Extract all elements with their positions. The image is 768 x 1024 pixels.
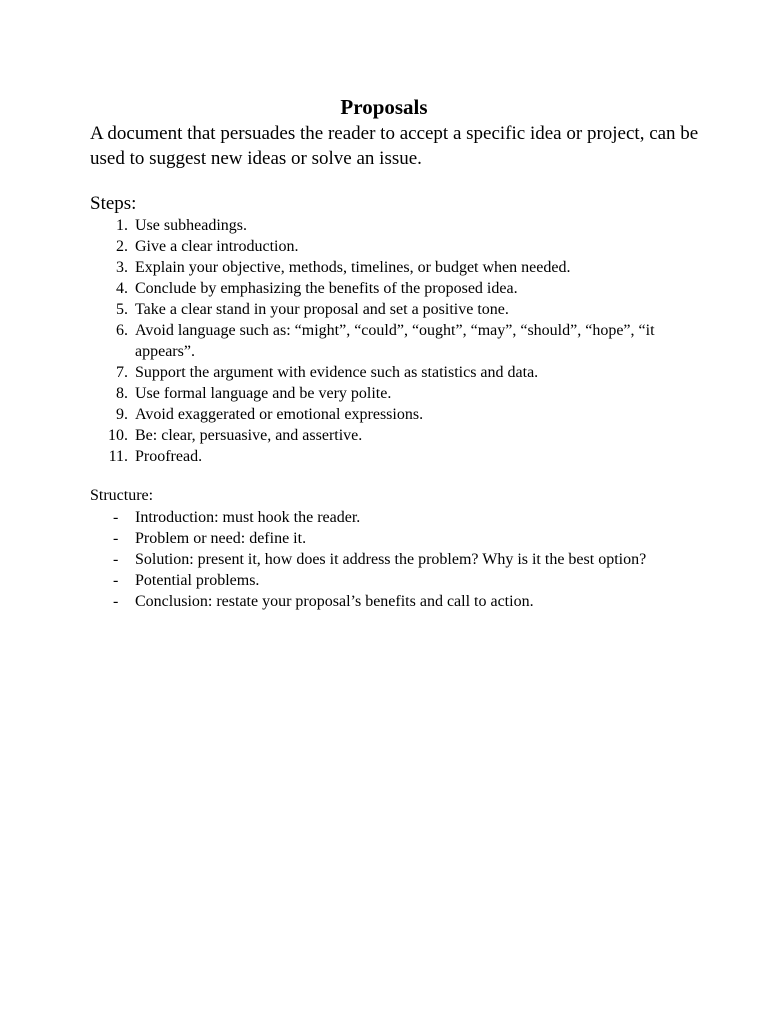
list-item [0,383,655,404]
list-item-number: 10. [108,427,128,444]
list-item-text: Support the argument with evidence such as statistics and data. [135,364,539,381]
list-item-text: Give a clear introduction. [135,238,299,255]
page-title: Proposals [340,95,428,119]
list-item-text: Conclude by emphasizing the benefits of the proposed idea. [135,280,518,297]
list-item [0,362,655,383]
list-item-text: Potential problems. [135,572,260,589]
list-item [0,278,655,299]
list-item [0,507,655,528]
list-item-number: 4. [116,280,128,297]
list-item-text: Problem or need: define it. [135,530,307,547]
list-item-text: Avoid language such as: “might”, “could”, “ought”, “may”, “should”, “hope”, “it appears”. [135,322,655,360]
list-item [0,236,655,257]
bullet-dash: - [113,593,119,610]
list-item [0,570,655,591]
list-item-number: 11. [108,448,128,465]
list-item [0,528,655,549]
list-item [0,591,655,612]
list-item-text: Avoid exaggerated or emotional expressions. [135,406,424,423]
bullet-dash: - [113,509,119,526]
list-item-number: 9. [116,406,128,423]
list-item [0,446,655,467]
list-item [0,404,655,425]
list-item-text: Use subheadings. [135,217,247,234]
list-item [0,299,655,320]
list-item-text: Proofread. [135,448,203,465]
steps-list [0,215,768,467]
list-item [0,257,655,278]
intro-paragraph: A document that persuades the reader to accept a specific idea or project, can be used to suggest new ideas or solve an issue. [90,123,699,169]
list-item-text: Be: clear, persuasive, and assertive. [135,427,363,444]
list-item-text: Solution: present it, how does it address the problem? Why is it the best option? [135,551,647,568]
list-item-number: 1. [116,217,128,234]
structure-list [0,507,768,612]
list-item-number: 7. [116,364,128,381]
list-item-text: Introduction: must hook the reader. [135,509,361,526]
list-item [0,549,655,570]
structure-heading: Structure: [90,487,154,504]
list-item-number: 5. [116,301,128,318]
list-item-number: 6. [116,322,128,339]
bullet-dash: - [113,551,119,568]
bullet-dash: - [113,572,119,589]
list-item-number: 3. [116,259,128,276]
list-item [0,320,655,362]
list-item [0,215,655,236]
list-item-text: Conclusion: restate your proposal’s benefits and call to action. [135,593,534,610]
steps-heading: Steps: [90,193,137,214]
list-item-text: Use formal language and be very polite. [135,385,392,402]
bullet-dash: - [113,530,119,547]
list-item-text: Take a clear stand in your proposal and set a positive tone. [135,301,509,318]
list-item-number: 8. [116,385,128,402]
list-item-number: 2. [116,238,128,255]
list-item [0,425,655,446]
list-item-text: Explain your objective, methods, timelines, or budget when needed. [135,259,571,276]
